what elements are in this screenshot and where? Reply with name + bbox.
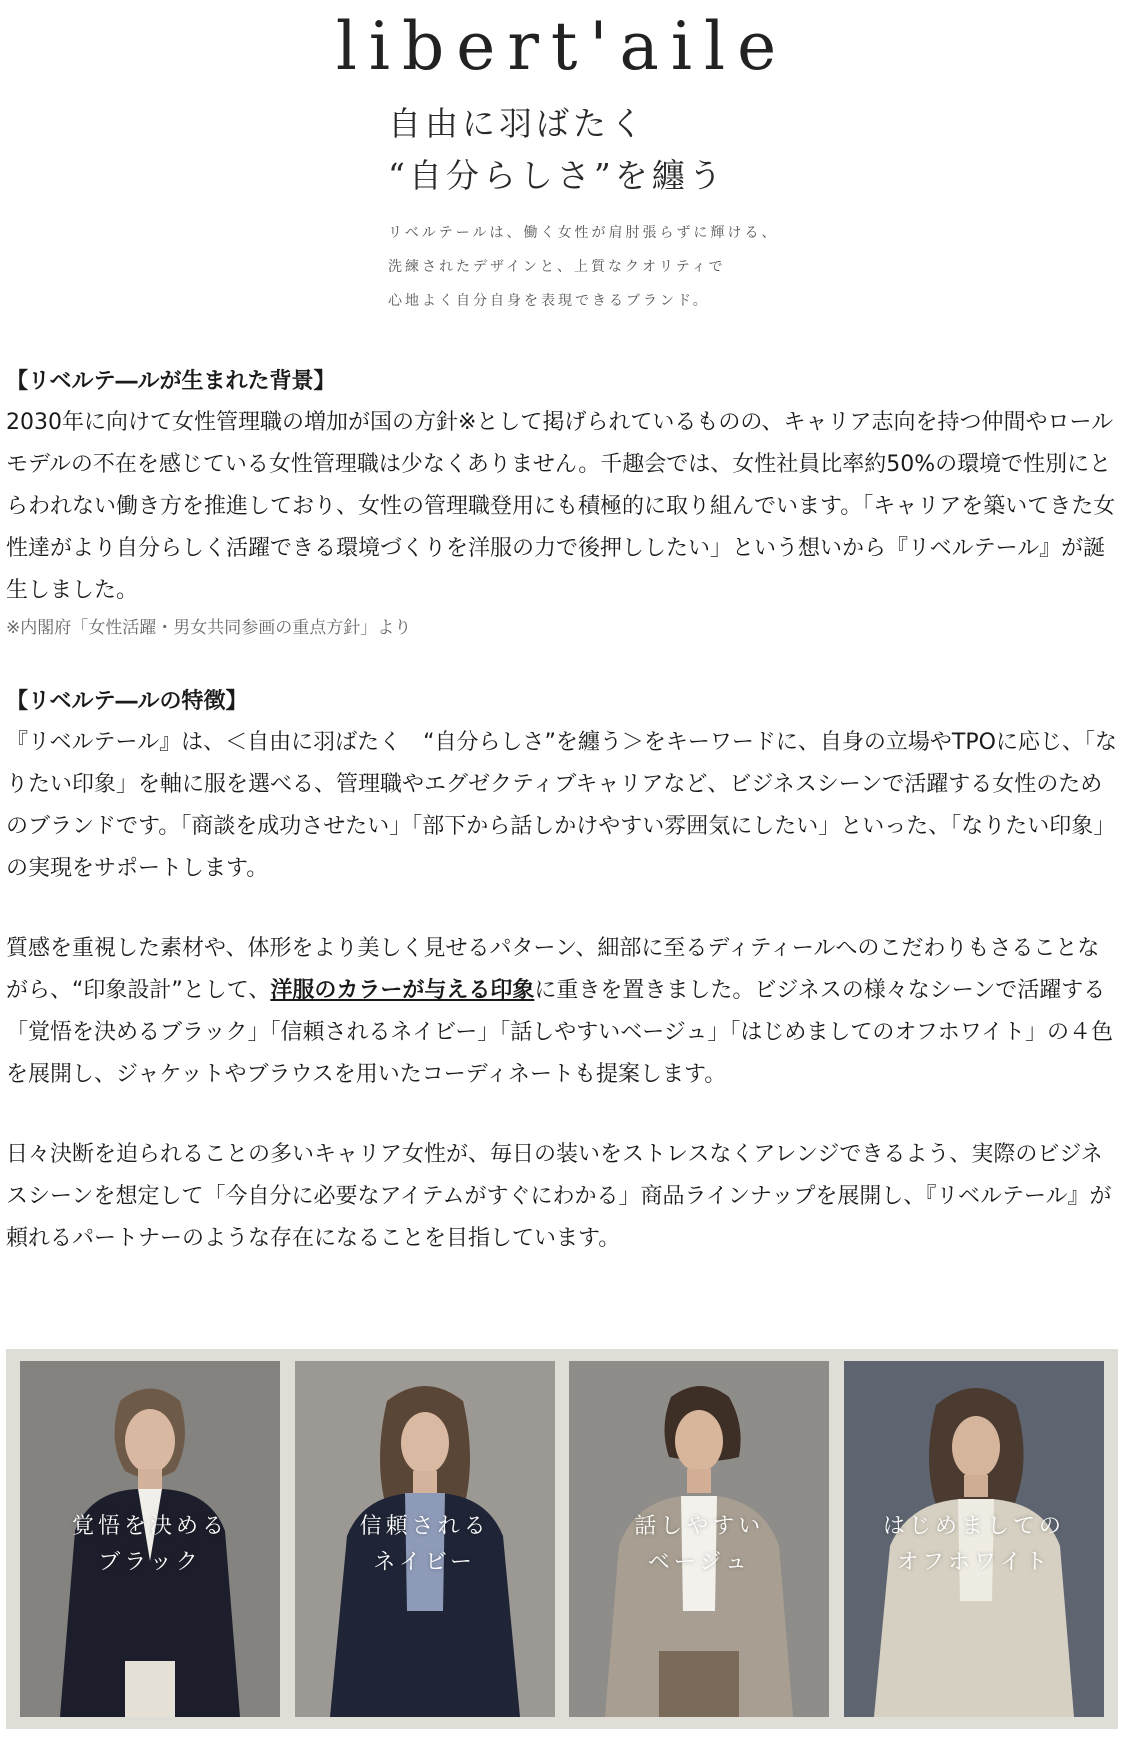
color-lineup-banner xyxy=(6,1349,1118,1729)
color-label-offwhite xyxy=(844,1509,1104,1581)
brand-tagline xyxy=(388,98,726,202)
para2-text-before: 質感を重視した素材や、体形をより美しく見せるパターン、細部に至るディティールへのこだわりもさることながら、“印象設計”として、 xyxy=(6,936,1100,1003)
background-footnote: ※内閣府「女性活躍・男女共同参画の重点方針」より xyxy=(6,618,412,638)
color-label-black-line1: 覚悟を決める xyxy=(71,1514,228,1539)
color-impression-link[interactable]: 洋服のカラーが与える印象 xyxy=(270,978,535,1003)
tagline-line-2: “自分らしさ”を纏う xyxy=(388,156,726,195)
color-label-navy xyxy=(295,1509,555,1581)
brand-concept xyxy=(388,216,778,318)
article-body xyxy=(6,362,1118,1260)
concept-line-3: 心地よく自分自身を表現できるブランド。 xyxy=(388,293,710,309)
para2-text-after: に重きを置きました。ビジネスの様々なシーンで活躍する「覚悟を決めるブラック」「信頼されるネイビー」「話しやすいベージュ」「はじめましてのオフホワイト」の４色を展開し、ジャケットやブラウスを用いたコーディネートも提案します。 xyxy=(6,978,1114,1087)
brand-logo: libert'aile xyxy=(335,8,789,85)
color-label-offwhite-line2: オフホワイト xyxy=(896,1550,1052,1575)
concept-line-1: リベルテールは、働く女性が肩肘張らずに輝ける、 xyxy=(388,225,779,241)
color-label-navy-line2: ネイビー xyxy=(373,1550,476,1575)
color-label-offwhite-line1: はじめましての xyxy=(882,1514,1065,1539)
background-paragraph: 2030年に向けて女性管理職の増加が国の方針※として掲げられているものの、キャリア志向を持つ仲間やロールモデルの不在を感じている女性管理職は少なくありません。千趣会では、女性社員比率約50%の環境で性別にとらわれない働き方を推進しており、女性の管理職登用にも積極的に取り組んでいます。「キャリアを築いてきた女性達がより自分らしく活躍できる環境づくりを洋服の力で後押ししたい」という想いから『リベルテール』が誕生しました。 xyxy=(6,410,1116,603)
color-label-beige xyxy=(569,1509,829,1581)
background-heading: 【リベルテ―ルが生まれた背景】 xyxy=(6,369,336,394)
color-card-beige xyxy=(569,1361,829,1717)
features-paragraph-1: 『リベルテール』は、＜自由に羽ばたく “自分らしさ”を纏う＞をキーワードに、自身の立場やTPOに応じ、「なりたい印象」を軸に服を選べる、管理職やエグゼクティブキャリアなど、ビジネスシーンで活躍する女性のためのブランドです。「商談を成功させたい」「部下から話しかけやすい雰囲気にしたい」といった、「なりたい印象」の実現をサポートします。 xyxy=(6,730,1117,881)
color-label-black xyxy=(20,1509,280,1581)
features-paragraph-3: 日々決断を迫られることの多いキャリア女性が、毎日の装いをストレスなくアレンジできるよう、実際のビジネスシーンを想定して「今自分に必要なアイテムがすぐにわかる」商品ラインナップを展開し、『リベルテール』が頼れるパートナーのような存在になることを目指しています。 xyxy=(6,1142,1112,1251)
color-card-black xyxy=(20,1361,280,1717)
features-heading: 【リベルテ―ルの特徴】 xyxy=(6,689,248,714)
color-card-offwhite xyxy=(844,1361,1104,1717)
features-paragraph-2 xyxy=(6,928,1118,1096)
color-card-navy xyxy=(295,1361,555,1717)
color-label-beige-line2: ベージュ xyxy=(647,1550,751,1575)
tagline-line-1: 自由に羽ばたく xyxy=(388,104,647,143)
color-label-beige-line1: 話しやすい xyxy=(634,1514,765,1539)
color-label-navy-line1: 信頼される xyxy=(359,1514,490,1539)
color-label-black-line2: ブラック xyxy=(98,1550,202,1575)
concept-line-2: 洗練されたデザインと、上質なクオリティで xyxy=(388,259,726,275)
brand-hero xyxy=(0,0,1124,340)
